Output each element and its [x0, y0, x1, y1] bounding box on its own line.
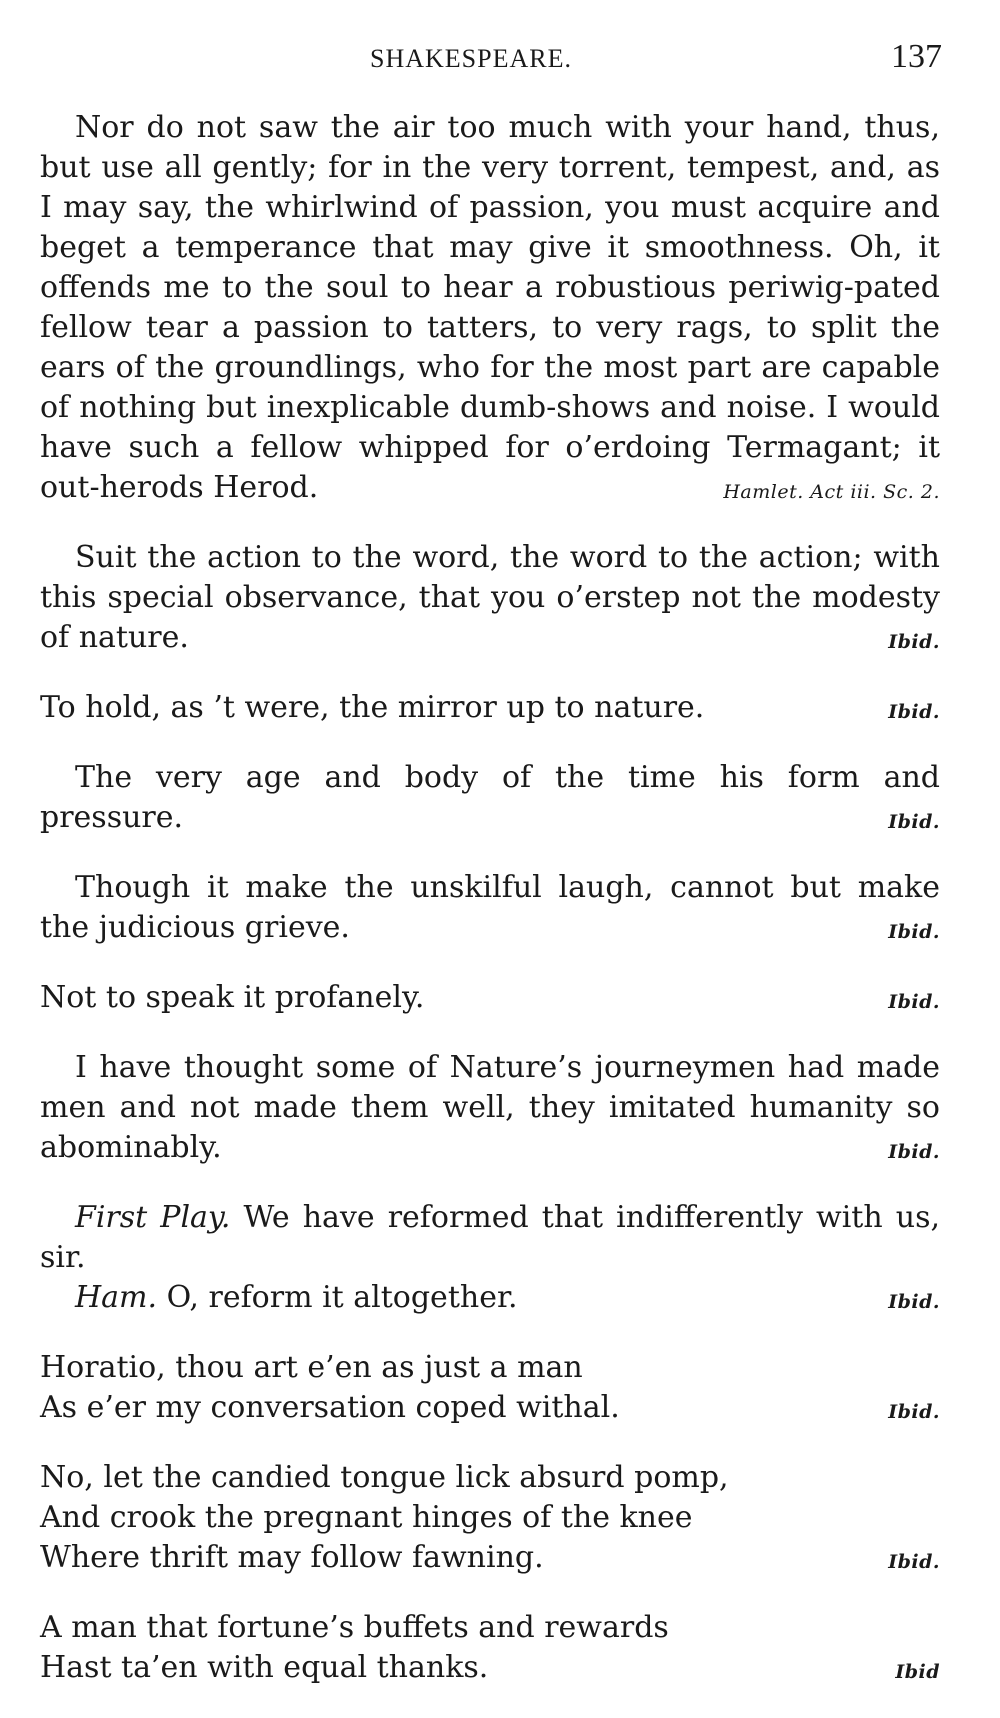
verse-line: As e’er my conversation coped withal. Ibid.: [40, 1388, 940, 1428]
source-citation: Ibid.: [888, 1291, 940, 1313]
quotation-entry: [40, 1048, 940, 1172]
source-citation: Ibid.: [888, 991, 940, 1013]
speaker-name: First Play.: [75, 1200, 231, 1235]
quotation-entry: [40, 688, 940, 732]
quotation-text: The very age and body of the time his form and pressure. Ibid.: [40, 758, 940, 838]
source-citation: Hamlet. Act iii. Sc. 2.: [723, 481, 940, 503]
quotation-text: To hold, as ’t were, the mirror up to nature. Ibid.: [40, 688, 940, 728]
source-citation: Ibid.: [888, 701, 940, 723]
source-citation: Ibid.: [888, 1401, 940, 1423]
dialogue-line: First Play. We have reformed that indifferently with us, sir.: [40, 1200, 940, 1275]
dialogue-line: Ham. O, reform it altogether. Ibid.: [40, 1278, 940, 1318]
source-citation: Ibid.: [888, 1141, 940, 1163]
speaker-name: Ham.: [75, 1280, 158, 1315]
quotations: [40, 108, 940, 1718]
quotation-text: Not to speak it profanely. Ibid.: [40, 978, 940, 1018]
page-header: [0, 38, 1000, 88]
source-citation: Ibid.: [888, 1551, 940, 1573]
source-citation: Ibid.: [888, 811, 940, 833]
source-citation: Ibid.: [888, 631, 940, 653]
quotation-entry: [40, 758, 940, 842]
verse-line: A man that fortune’s buffets and rewards: [40, 1610, 669, 1645]
verse-entry: [40, 1458, 940, 1582]
verse-line: And crook the pregnant hinges of the knee: [40, 1500, 693, 1535]
verse-line: Where thrift may follow fawning. Ibid.: [40, 1538, 940, 1578]
verse-line: Hast ta’en with equal thanks. Ibid: [40, 1648, 940, 1688]
verse-line: No, let the candied tongue lick absurd pomp,: [40, 1460, 729, 1495]
verse-entry: [40, 1348, 940, 1432]
quotation-text: I have thought some of Nature’s journeymen had made men and not made them well, they imitated humanity so abominably. Ibid.: [40, 1048, 940, 1168]
quotation-entry: [40, 868, 940, 952]
quotation-text: Nor do not saw the air too much with your hand, thus, but use all gently; for in the very torrent, tempest, and, as I may say, the whirlwind of passion, you must acquire and beget a temperance that may give it smoothness. Oh, it offends me to the soul to hear a robustious periwig-pated fellow tear a passion to tatters, to very rags, to split the ears of the groundlings, who for the most part are capable of nothing but inexplicable dumb-shows and noise. I would have such a fellow whipped for o’erdoing Termagant; it out-herods Herod. Hamlet. Act iii. Sc. 2.: [40, 108, 940, 508]
quotation-entry: [40, 538, 940, 662]
source-citation: Ibid: [895, 1661, 940, 1683]
running-title: SHAKESPEARE.: [370, 44, 572, 73]
quotation-text: Suit the action to the word, the word to the action; with this special observance, that you o’erstep not the modesty of nature. Ibid.: [40, 538, 940, 658]
dialogue-entry: [40, 1198, 940, 1322]
page-number: 137: [891, 38, 942, 75]
quotation-entry: [40, 978, 940, 1022]
verse-entry: [40, 1608, 940, 1692]
quotation-entry: [40, 108, 940, 512]
verse-line: Horatio, thou art e’en as just a man: [40, 1350, 583, 1385]
quotation-text: Though it make the unskilful laugh, cannot but make the judicious grieve. Ibid.: [40, 868, 940, 948]
source-citation: Ibid.: [888, 921, 940, 943]
